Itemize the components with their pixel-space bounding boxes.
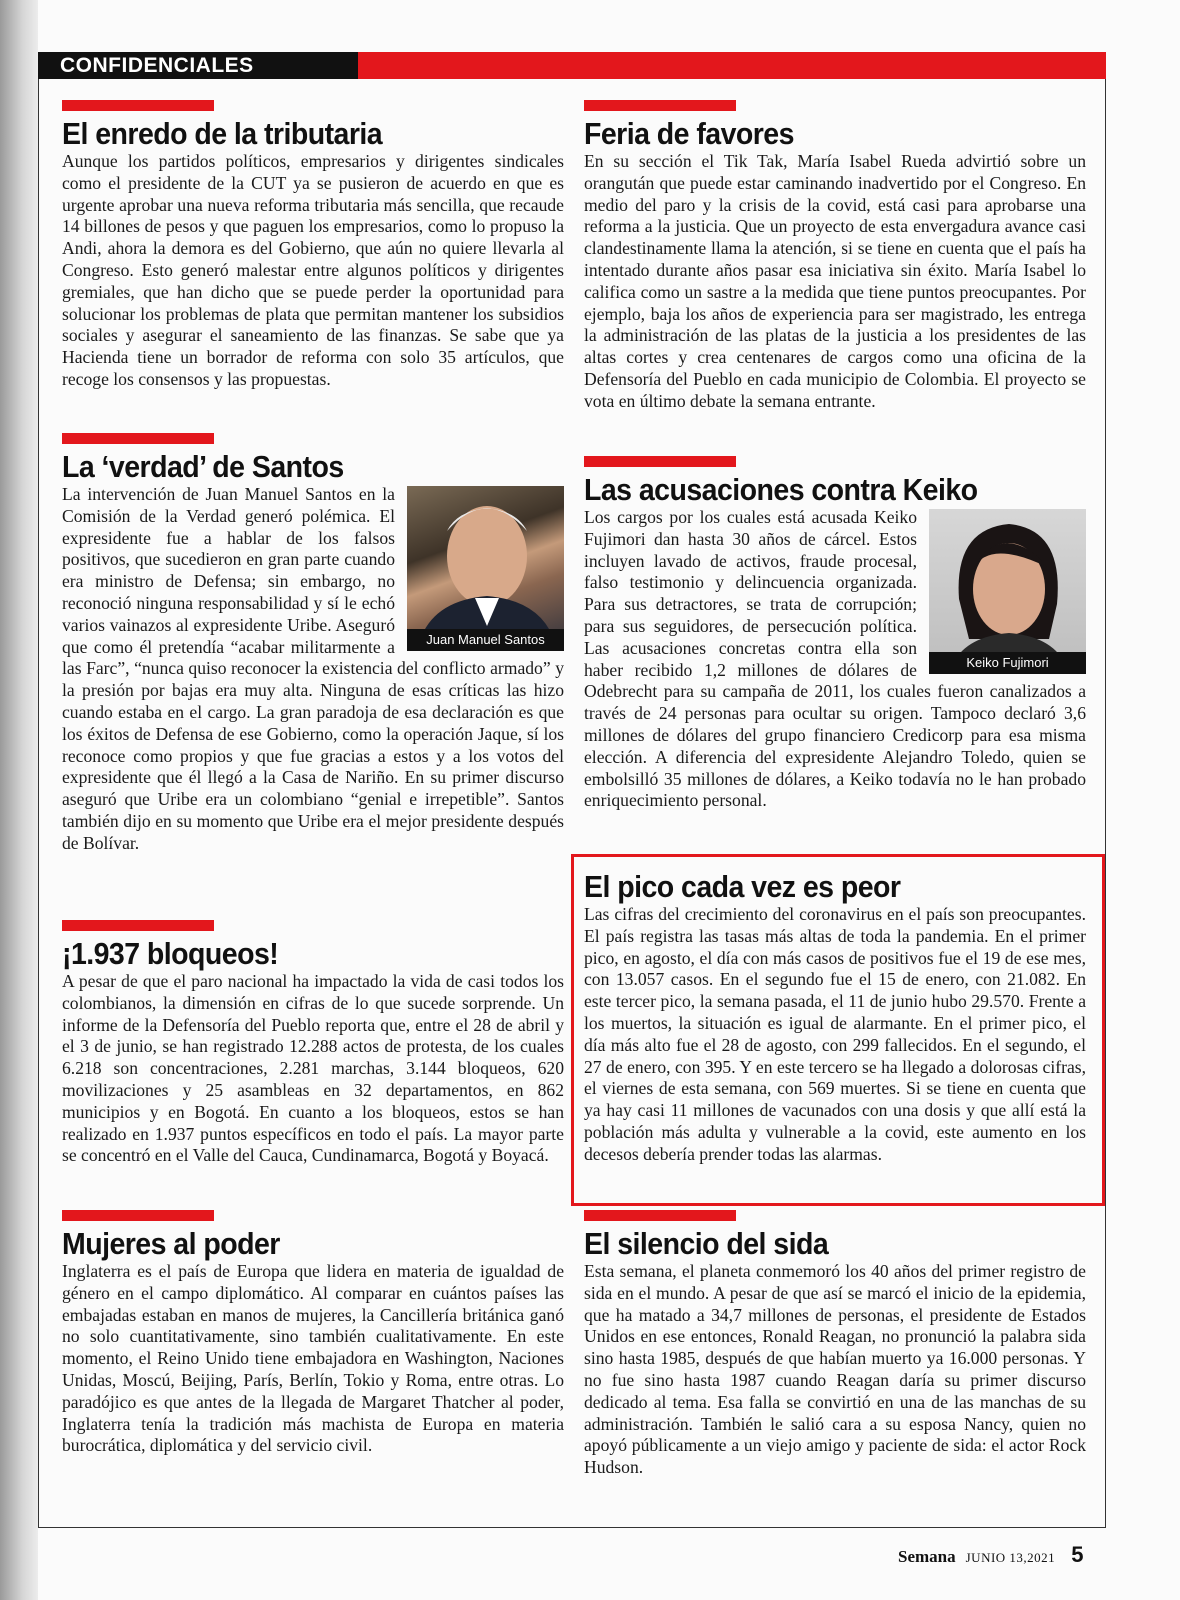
article-body: En su sección el Tik Tak, María Isabel Rueda advirtió sobre un orangután que puede estar caminando inadvertido por el Congreso. En medio del paro y la crisis de la covid, está casi para aprobarse una reforma a la justicia. Que un proyecto de esta envergadura avance casi clandestinamente llama la atención, si se tiene en cuenta que el país ha intentado durante años pasar esa iniciativa sin éxito. María Isabel lo califica como un sastre a la medida que tiene puntos preocupantes. Por ejemplo, baja los años de experiencia para ser magistrado, les entrega la administración de las platas de la justicia a los presidentes de las altas cortes y crea centenares de cargos como una oficina de la Defensoría del Pueblo en cada municipio de Colombia. El proyecto se vota en último debate la semana entrante.	[584, 151, 1086, 411]
portrait-silhouette-icon	[407, 486, 564, 651]
magazine-name: Semana	[898, 1547, 956, 1566]
section-red-rule	[358, 52, 1106, 79]
article-red-bar	[62, 433, 214, 444]
article-title: El silencio del sida	[584, 1226, 829, 1261]
article-body: Inglaterra es el país de Europa que lidera en materia de igualdad de género en el campo diplomático. Al comparar en cuántos países las embajadas estaban en manos de mujeres, la Cancillería británica ganó no solo cuantitativamente, sino también cualitativamente. En este momento, el Reino Unido tiene embajadora en Washington, Naciones Unidas, Moscú, Beijing, París, Berlín, Tokio y Roma, entre otras. Lo paradójico es que antes de la llegada de Margaret Thatcher al poder, Inglaterra tenía la tradición más machista de Europa en materia burocrática, diplomática y del servicio civil.	[62, 1261, 564, 1456]
magazine-page	[38, 0, 1180, 1600]
article-title: La ‘verdad’ de Santos	[62, 449, 344, 484]
article-mujeres	[62, 1210, 564, 1457]
article-body: Las cifras del crecimiento del coronavirus en el país son preocupantes. El país registra las tasas más altas de toda la pandemia. En el primer pico, en agosto, el día con más casos de positivos fue el 19 de ese mes, con 13.057 casos. En el segundo fue el 15 de enero, con 21.082. En este tercer pico, la semana pasada, el 11 de junio hubo 29.570. Frente a los muertos, la situación es igual de alarmante. En el primer pico, el día más alto fue el 28 de agosto, con 299 fallecidos. En el segundo, el 27 de enero, con 395. Y en este tercero se ha llegado a dolorosas cifras, el viernes de esta semana, con 569 muertes. Si se tiene en cuenta que ya hay casi 11 millones de vacunados con una dosis y que allí está la población más adulta y vulnerable a la covid, este aumento en los decesos debería prender todas las alarmas.	[584, 904, 1086, 1164]
article-sida	[584, 1210, 1086, 1479]
article-body: A pesar de que el paro nacional ha impactado la vida de casi todos los colombianos, la dimensión en cifras de lo que sucede sorprende. Un informe de la Defensoría del Pueblo reporta que, entre el 28 de abril y el 3 de junio, se han registrado 12.288 actos de protesta, de los cuales 6.218 son concentraciones, 2.281 marchas, 3.144 bloqueos, 620 movilizaciones y 25 asambleas en 32 departamentos, en 862 municipios y en Bogotá. En cuanto a los bloqueos, estos se han realizado en 1.937 puntos específicos en todo el país. La mayor parte se concentró en el Valle del Cauca, Cundinamarca, Bogotá y Boyacá.	[62, 971, 564, 1166]
issue-date: JUNIO 13,2021	[965, 1550, 1056, 1565]
article-body: La intervención de Juan Manuel Santos en la Comisión de la Verdad generó polémica. El expresidente fue a hablar de los falsos positivos, que sucedieron en gran parte cuando era ministro de Defensa; sin embargo, no reconoció ninguna responsabilidad y sí le echó varios vainazos al expresidente Uribe. Aseguró que como él pretendía “acabar militarmente a las Farc”, “nunca quiso reconocer la existencia del conflicto armado” y la presión por bajas era muy alta. Ninguna de esas críticas las hizo cuando estaba en el cargo. La gran paradoja de esa declaración es que los éxitos de Defensa de ese Gobierno, como la operación Jaque, sí los reconoce como propios y que fue gracias a estos y a los votos del expresidente que él llegó a la Casa de Nariño. En su primer discurso aseguró que Uribe era un colombiano “genial e irrepetible”. Santos también dijo en su momento que Uribe era el mejor presidente después de Bolívar.	[62, 484, 564, 853]
portrait-silhouette-icon	[929, 509, 1086, 674]
article-body: Aunque los partidos políticos, empresarios y dirigentes sindicales como el presidente de la CUT ya se pusieron de acuerdo en que es urgente aprobar una nueva reforma tributaria más sencilla, que recaude 14 billones de pesos y que paguen los empresarios, como lo propuso la Andi, ahora la demora es del Gobierno, que aún no quiere llevarla al Congreso. Esto generó malestar entre algunos políticos y dirigentes gremiales, que han dicho que se puede perder la oportunidad para solucionar los problemas de plata que permitan mantener los subsidios sociales y asegurar el saneamiento de las finanzas. Se sabe que ya Hacienda tiene un borrador de reforma con solo 35 artículos, que recoge los consensos y las propuestas.	[62, 151, 564, 389]
photo-caption: Juan Manuel Santos	[407, 629, 564, 651]
section-label: CONFIDENCIALES	[38, 52, 358, 79]
photo-caption: Keiko Fujimori	[929, 652, 1086, 674]
article-title: Mujeres al poder	[62, 1226, 280, 1261]
article-title: El enredo de la tributaria	[62, 116, 383, 151]
article-bloqueos	[62, 920, 564, 1167]
article-red-bar	[62, 1210, 214, 1221]
article-red-bar	[584, 1210, 736, 1221]
page-binding-shadow	[0, 0, 38, 1600]
article-red-bar	[62, 100, 214, 111]
article-title: ¡1.937 bloqueos!	[62, 936, 279, 971]
article-body: Esta semana, el planeta conmemoró los 40 años del primer registro de sida en el mundo. A pesar de que así se marcó el inicio de la epidemia, que ha matado a 34,7 millones de personas, el presidente de Estados Unidos en ese entonces, Ronald Reagan, no pronunció la palabra sida sino hasta 1985, después de que habían muerto ya 16.000 personas. Y no fue sino hasta 1987 cuando Reagan daría su primer discurso dedicado al tema. Esa falla se convirtió en una de las manchas de su administración. También le salió cara a su esposa Nancy, quien no apoyó públicamente a un viejo amigo y paciente de sida: el actor Rock Hudson.	[584, 1261, 1086, 1478]
page-number: 5	[1071, 1542, 1084, 1567]
section-header	[38, 52, 1106, 79]
article-santos	[62, 433, 564, 855]
article-red-bar	[62, 920, 214, 931]
article-title: Feria de favores	[584, 116, 794, 151]
article-feria	[584, 100, 1086, 413]
article-red-bar	[584, 100, 736, 111]
article-tributaria	[62, 100, 564, 391]
article-title: Las acusaciones contra Keiko	[584, 472, 978, 507]
article-body: Los cargos por los cuales está acusada Keiko Fujimori dan hasta 30 años de cárcel. Estos incluyen lavado de activos, fraude procesal, falso testimonio y delincuencia organizada. Para sus detractores, se trata de corrupción; para sus seguidores, de persecución política. Las acusaciones concretas contra ella son haber recibido 1,2 millones de dólares de Odebrecht para su campaña de 2011, los cuales fueron canalizados a través de 24 personas para ocultar su origen. Tampoco declaró 3,6 millones de dólares del grupo financiero Credicorp para esa misma elección. A diferencia del expresidente Alejandro Toledo, quien se embolsilló 35 millones de dólares, a Keiko todavía no le han probado enriquecimiento personal.	[584, 507, 1086, 811]
page-footer	[898, 1542, 1083, 1568]
article-pico	[584, 870, 1086, 1166]
santos-photo	[407, 486, 564, 651]
article-red-bar	[584, 456, 736, 467]
article-title: El pico cada vez es peor	[584, 869, 901, 904]
keiko-photo	[929, 509, 1086, 674]
article-keiko	[584, 456, 1086, 812]
